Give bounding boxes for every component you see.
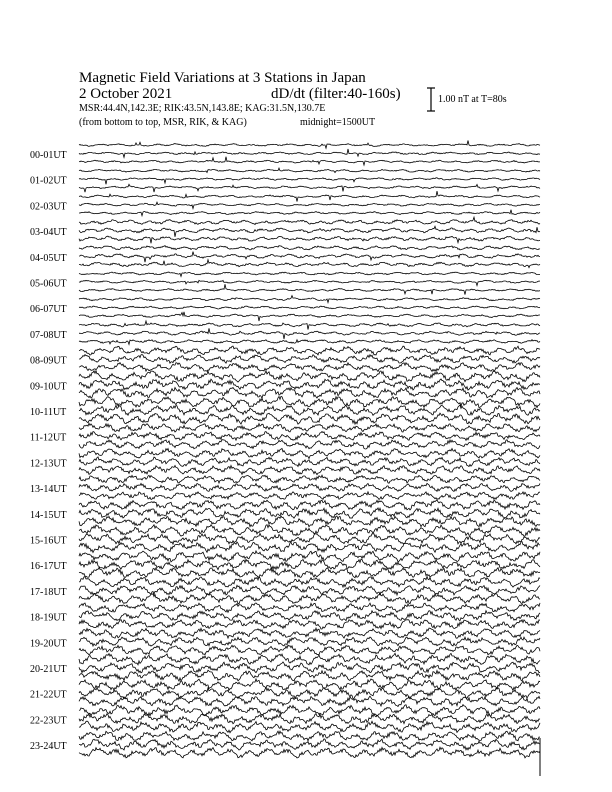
station-trace [79, 157, 540, 165]
station-trace [79, 688, 540, 699]
hour-label: 22-23UT [30, 715, 67, 727]
station-trace [79, 508, 540, 518]
station-trace [79, 637, 540, 646]
station-trace [79, 721, 540, 733]
station-trace [79, 184, 540, 192]
station-trace [79, 355, 540, 364]
station-trace [79, 551, 540, 562]
station-trace [79, 363, 540, 372]
station-trace [79, 568, 540, 578]
station-trace [79, 696, 540, 706]
scale-bar-label: 1.00 nT at T=80s [438, 94, 507, 105]
hour-label: 01-02UT [30, 175, 67, 187]
hour-label: 21-22UT [30, 689, 67, 701]
hour-label: 05-06UT [30, 278, 67, 290]
station-coordinates: MSR:44.4N,142.3E; RIK:43.5N,143.8E; KAG:31.5N,130.7E [79, 103, 326, 114]
station-trace [79, 516, 540, 527]
station-trace [79, 168, 540, 172]
station-trace [79, 371, 540, 382]
hour-label: 10-11UT [30, 407, 67, 418]
station-trace [79, 423, 540, 432]
hour-label: 16-17UT [30, 561, 67, 573]
station-trace [79, 533, 540, 544]
station-trace [79, 466, 540, 475]
hour-label: 19-20UT [30, 638, 67, 650]
station-trace [79, 585, 540, 595]
station-trace [79, 432, 540, 441]
station-trace [79, 280, 540, 285]
station-trace [79, 714, 540, 724]
station-trace [79, 396, 540, 407]
hour-label: 23-24UT [30, 741, 67, 753]
station-trace [79, 379, 540, 390]
hour-label: 20-21UT [30, 664, 67, 675]
hour-label: 02-03UT [30, 201, 67, 213]
station-trace [79, 413, 540, 424]
hour-label: 08-09UT [30, 355, 67, 367]
station-trace [79, 284, 540, 294]
station-trace [79, 202, 540, 208]
station-trace [79, 252, 540, 263]
station-trace [79, 178, 540, 185]
station-trace [79, 593, 540, 604]
station-trace [79, 340, 540, 345]
station-trace [79, 492, 540, 500]
station-trace [79, 500, 540, 510]
midnight-note: midnight=1500UT [300, 117, 376, 128]
chart-date: 2 October 2021 [79, 86, 173, 102]
measure-label: dD/dt (filter:40-160s) [271, 86, 401, 102]
station-trace [79, 321, 540, 330]
station-order-note: (from bottom to top, MSR, RIK, & KAG) [79, 117, 247, 128]
hour-label: 00-01UT [30, 150, 67, 161]
station-trace [79, 645, 540, 655]
station-trace [79, 328, 540, 339]
station-trace [79, 246, 540, 250]
hour-label: 12-13UT [30, 458, 67, 470]
station-trace [79, 670, 540, 681]
station-trace [79, 577, 540, 588]
station-trace [79, 475, 540, 483]
station-trace [79, 226, 540, 237]
hour-label: 04-05UT [30, 252, 67, 264]
station-trace [79, 440, 540, 449]
station-trace [79, 603, 540, 612]
hour-label: 09-10UT [30, 381, 67, 393]
station-trace [79, 739, 540, 750]
scale-bar [427, 88, 435, 111]
station-trace [79, 620, 540, 629]
hour-label: 15-16UT [30, 535, 67, 547]
station-trace [79, 611, 540, 621]
station-trace [79, 559, 540, 569]
station-trace [79, 731, 540, 741]
station-trace [79, 272, 540, 276]
station-trace [79, 747, 540, 758]
station-trace [79, 346, 540, 355]
station-trace [79, 388, 540, 399]
station-trace [79, 236, 540, 243]
hour-label: 07-08UT [30, 329, 67, 341]
station-trace [79, 296, 540, 303]
station-trace [79, 628, 540, 638]
station-trace [79, 653, 540, 665]
station-trace [79, 457, 540, 467]
station-trace [79, 542, 540, 553]
chart-title: Magnetic Field Variations at 3 Stations in Japan [79, 70, 366, 86]
hour-label: 14-15UT [30, 509, 67, 521]
hour-label: 13-14UT [30, 484, 67, 496]
hour-label: 11-12UT [30, 432, 67, 444]
hour-label: 17-18UT [30, 586, 67, 598]
station-trace [79, 483, 540, 491]
station-trace [79, 141, 540, 149]
station-trace [79, 679, 540, 690]
station-trace [79, 312, 540, 321]
station-trace [79, 217, 540, 224]
hour-label: 06-07UT [30, 304, 67, 316]
station-trace [79, 449, 540, 459]
station-trace [79, 210, 540, 216]
station-trace [79, 306, 540, 309]
hour-label: 03-04UT [30, 227, 67, 239]
station-trace [79, 191, 540, 202]
station-trace [79, 260, 540, 268]
station-trace [79, 149, 540, 157]
hour-label: 18-19UT [30, 612, 67, 624]
